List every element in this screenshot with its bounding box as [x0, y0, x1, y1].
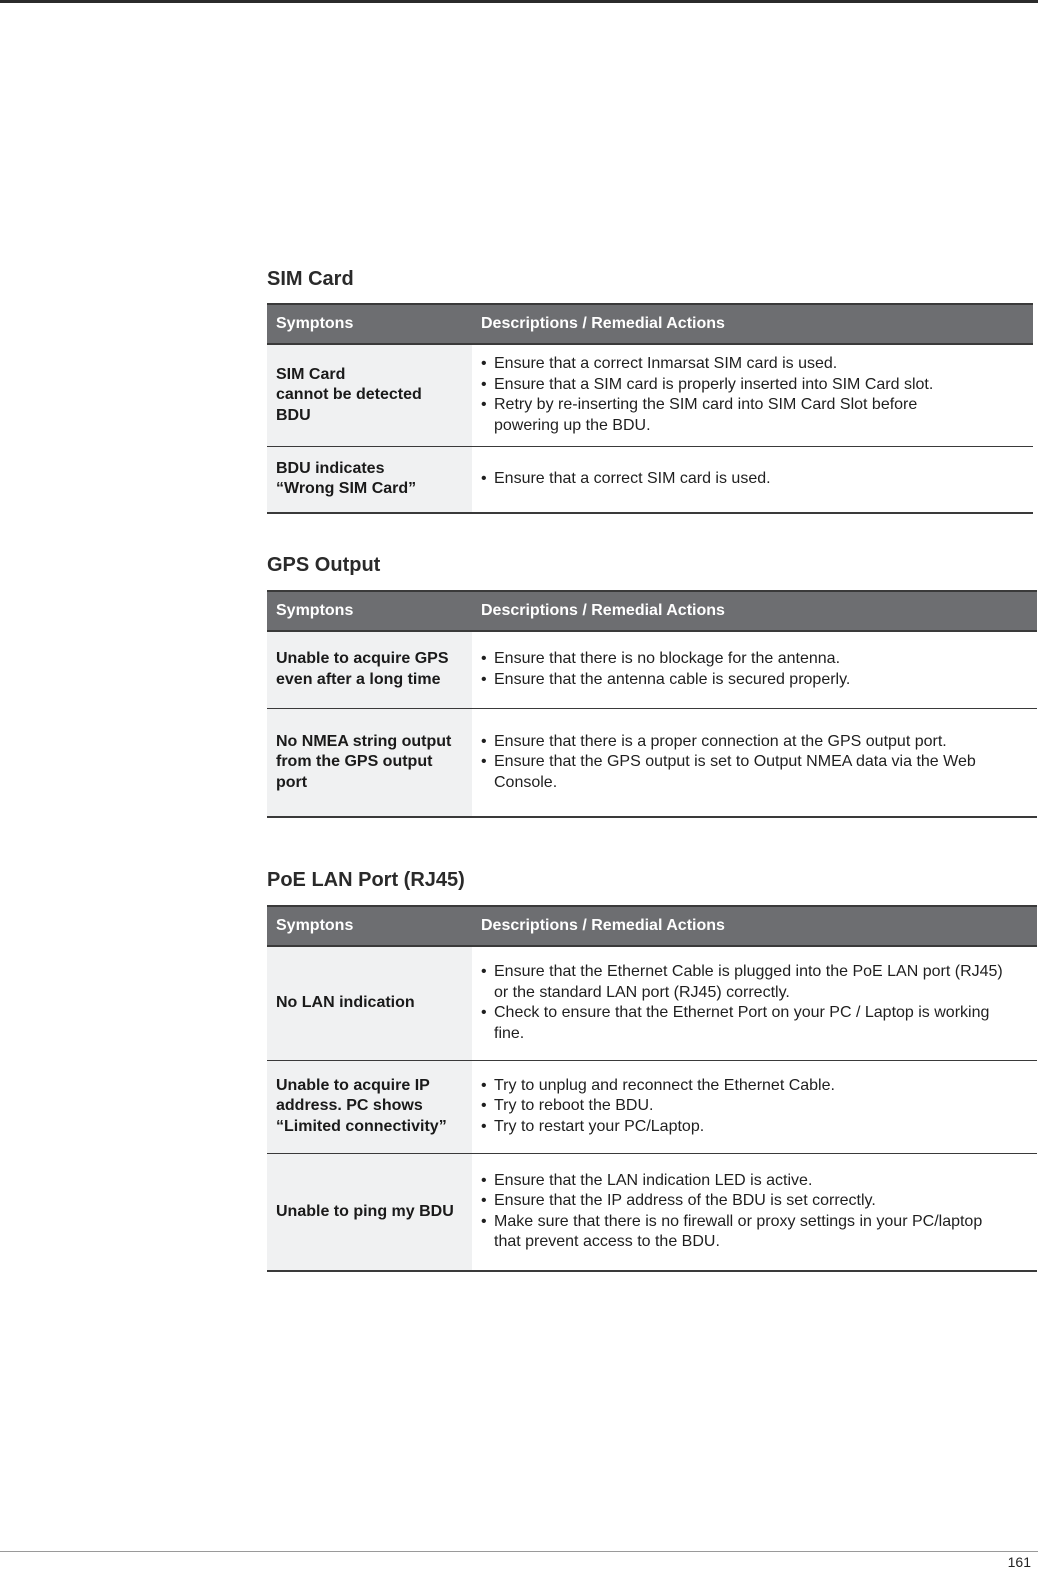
action-item	[481, 1003, 1028, 1044]
table-header	[267, 591, 1037, 631]
troubleshooting-table	[267, 905, 1037, 1272]
table-row	[267, 708, 1037, 817]
action-item: • Try to unplug and reconnect the Ethernet Cable.	[481, 1076, 1028, 1097]
action-item	[481, 962, 1028, 1003]
symptom-line: Unable to acquire IP	[276, 1076, 430, 1094]
action-item	[481, 395, 1024, 436]
description-cell	[472, 631, 1037, 708]
symptom-cell	[267, 1060, 472, 1153]
action-item: • Ensure that there is no blockage for the antenna.	[481, 649, 1028, 670]
symptom-line: SIM Card	[276, 365, 346, 383]
description-cell	[472, 1060, 1037, 1153]
action-item: • Ensure that a SIM card is properly inserted into SIM Card slot.	[481, 375, 1024, 396]
description-cell	[472, 1153, 1037, 1271]
section-sim-card	[267, 267, 1033, 514]
action-item: • Try to reboot the BDU.	[481, 1096, 1028, 1117]
action-item: • Ensure that the LAN indication LED is active.	[481, 1171, 1028, 1192]
action-line: fine.	[494, 1024, 525, 1042]
action-line: • Retry by re-inserting the SIM card into SIM Card Slot before	[494, 396, 918, 414]
symptom-line: “Limited connectivity”	[276, 1117, 447, 1135]
symptom-cell	[267, 344, 472, 446]
table-header	[267, 304, 1033, 344]
symptom-cell	[267, 631, 472, 708]
symptom-line: No LAN indication	[276, 994, 415, 1011]
action-item	[481, 1212, 1028, 1253]
symptom-cell	[267, 708, 472, 817]
footer-rule	[0, 1551, 1038, 1552]
symptom-line: cannot be detected	[276, 386, 422, 403]
symptom-cell	[267, 946, 472, 1060]
action-line: • Ensure that the GPS output is set to Output NMEA data via the Web	[494, 753, 976, 770]
symptom-line: BDU indicates	[276, 459, 385, 477]
action-line: • Make sure that there is no firewall or proxy settings in your PC/laptop	[494, 1212, 983, 1230]
description-cell	[472, 446, 1033, 513]
action-item: • Ensure that a correct Inmarsat SIM card is used.	[481, 354, 1024, 375]
section-poe-lan-port	[267, 868, 1037, 1272]
header-descriptions: Descriptions / Remedial Actions	[472, 591, 1037, 631]
action-item: • Ensure that the antenna cable is secured properly.	[481, 670, 1028, 691]
action-line: • Ensure that the Ethernet Cable is plugged into the PoE LAN port (RJ45)	[494, 963, 1003, 981]
table-row	[267, 344, 1033, 446]
action-item: • Ensure that there is a proper connection at the GPS output port.	[481, 732, 1028, 753]
table-row	[267, 446, 1033, 513]
action-line: Console.	[494, 773, 558, 791]
action-item	[481, 752, 1028, 793]
symptom-line: port	[276, 773, 308, 791]
section-title: GPS Output	[267, 554, 381, 576]
symptom-line: Unable to ping my BDU	[276, 1202, 454, 1220]
symptom-line: No NMEA string output	[276, 732, 452, 750]
header-symptoms: Symptons	[267, 906, 472, 946]
action-item: • Ensure that the IP address of the BDU is set correctly.	[481, 1191, 1028, 1212]
symptom-line: “Wrong SIM Card”	[276, 480, 417, 498]
symptom-line: from the GPS output	[276, 753, 433, 770]
action-item: • Try to restart your PC/Laptop.	[481, 1117, 1028, 1138]
header-symptoms: Symptons	[267, 591, 472, 631]
description-cell	[472, 946, 1037, 1060]
description-cell	[472, 344, 1033, 446]
table-row	[267, 1153, 1037, 1271]
troubleshooting-table	[267, 303, 1033, 514]
table-row	[267, 946, 1037, 1060]
symptom-line: even after a long time	[276, 670, 441, 688]
table-row	[267, 631, 1037, 708]
action-line: powering up the BDU.	[494, 416, 651, 434]
action-line: • Check to ensure that the Ethernet Port on your PC / Laptop is working	[494, 1004, 990, 1022]
header-descriptions: Descriptions / Remedial Actions	[472, 906, 1037, 946]
table-header	[267, 906, 1037, 946]
symptom-cell	[267, 1153, 472, 1271]
action-line: or the standard LAN port (RJ45) correctly.	[494, 983, 790, 1001]
section-gps-output	[267, 553, 1037, 818]
page-number: 161	[1007, 1554, 1031, 1570]
action-item: • Ensure that a correct SIM card is used.	[481, 469, 1024, 490]
symptom-line: address. PC shows	[276, 1097, 423, 1115]
troubleshooting-table	[267, 590, 1037, 818]
header-descriptions: Descriptions / Remedial Actions	[472, 304, 1033, 344]
symptom-line: BDU	[276, 406, 311, 424]
header-symptoms: Symptons	[267, 304, 472, 344]
table-row	[267, 1060, 1037, 1153]
section-title: PoE LAN Port (RJ45)	[267, 869, 465, 891]
action-line: that prevent access to the BDU.	[494, 1233, 720, 1251]
section-title: SIM Card	[267, 268, 354, 290]
symptom-line: Unable to acquire GPS	[276, 650, 449, 668]
description-cell	[472, 708, 1037, 817]
symptom-cell	[267, 446, 472, 513]
top-rule	[0, 0, 1038, 3]
